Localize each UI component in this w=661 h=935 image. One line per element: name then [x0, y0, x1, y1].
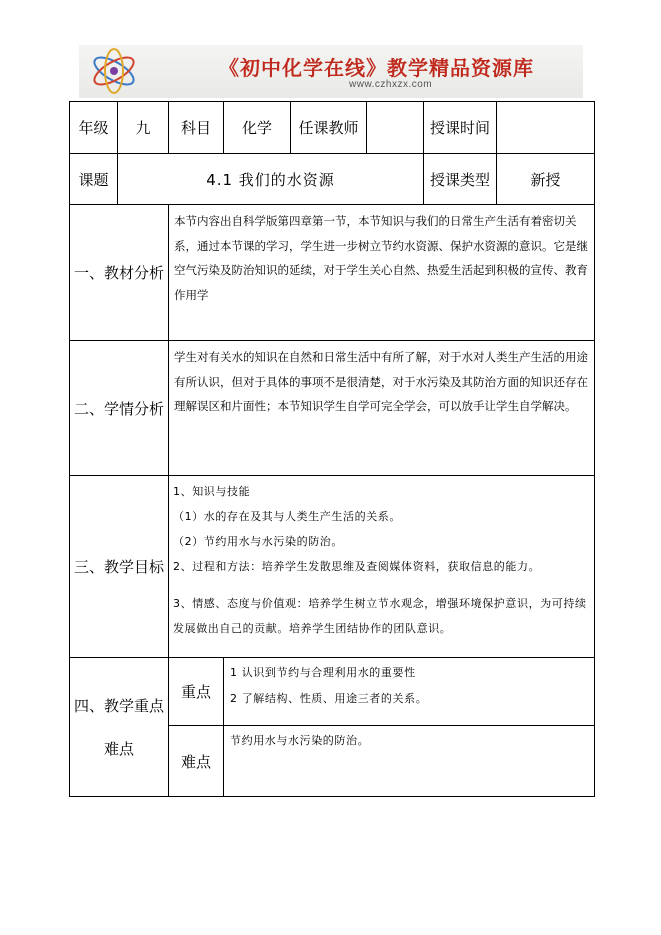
lesson-plan-table — [69, 101, 595, 797]
banner-url: www.czhxzx.com — [349, 79, 433, 90]
header-row — [70, 102, 595, 154]
topic-row — [70, 154, 595, 205]
spacer — [173, 579, 590, 591]
time-value — [497, 102, 595, 154]
textbook-analysis-label: 一、教材分析 — [70, 205, 169, 341]
textbook-analysis-row — [70, 205, 595, 341]
focus-item: 2 了解结构、性质、用途三者的关系。 — [230, 692, 428, 705]
focus-row — [70, 658, 595, 726]
key-difficult-label-line2: 难点 — [103, 740, 134, 758]
topic-label: 课题 — [70, 154, 118, 205]
subject-value: 化学 — [224, 102, 291, 154]
key-difficult-label — [70, 658, 169, 797]
student-analysis-text: 学生对有关水的知识在自然和日常生活中有所了解，对于水对人类生产生活的用途有所认识，但对于具体的事项不是很清楚，对于水污染及其防治方面的知识还存在理解误区和片面性；本节知识学生自学可完全学会，可以放手让学生自学解决。 — [169, 341, 595, 476]
lesson-type-value: 新授 — [497, 154, 595, 205]
difficulty-label: 难点 — [169, 726, 224, 797]
lesson-type-label: 授课类型 — [424, 154, 497, 205]
goal-line: （2）节约用水与水污染的防治。 — [173, 535, 343, 548]
banner-title: 《初中化学在线》教学精品资源库 — [219, 56, 534, 80]
focus-item: 1 认识到节约与合理利用水的重要性 — [230, 666, 416, 679]
teacher-label: 任课教师 — [291, 102, 367, 154]
key-difficult-label-line1: 四、教学重点 — [73, 697, 164, 715]
topic-value: 4.1 我们的水资源 — [118, 154, 424, 205]
student-analysis-row — [70, 341, 595, 476]
goal-line: 2、过程和方法：培养学生发散思维及查阅媒体资料，获取信息的能力。 — [173, 560, 541, 573]
spacer — [70, 716, 168, 738]
teacher-value — [367, 102, 424, 154]
goal-line: （1）水的存在及其与人类生产生活的关系。 — [173, 510, 401, 523]
grade-value: 九 — [118, 102, 169, 154]
focus-text — [224, 658, 595, 726]
textbook-analysis-text: 本节内容出自科学版第四章第一节，本节知识与我们的日常生产生活有着密切关系，通过本节课的学习，学生进一步树立节约水资源、保护水资源的意识。它是继空气污染及防治知识的延续，对于学生关心自然、热爱生活起到积极的宣传、教育作用学 — [169, 205, 595, 341]
focus-label: 重点 — [169, 658, 224, 726]
student-analysis-label: 二、学情分析 — [70, 341, 169, 476]
teaching-goals-row — [70, 476, 595, 658]
atom-logo-icon — [85, 47, 143, 95]
time-label: 授课时间 — [424, 102, 497, 154]
difficulty-text: 节约用水与水污染的防治。 — [224, 726, 595, 797]
grade-label: 年级 — [70, 102, 118, 154]
header-banner — [79, 45, 583, 98]
goal-line: 3、情感、态度与价值观：培养学生树立节水观念，增强环境保护意识，为可持续发展做出自己的贡献。培养学生团结协作的团队意识。 — [173, 597, 587, 635]
goal-line: 1、知识与技能 — [173, 485, 251, 498]
teaching-goals-text — [169, 476, 595, 658]
teaching-goals-label: 三、教学目标 — [70, 476, 169, 658]
subject-label: 科目 — [169, 102, 224, 154]
